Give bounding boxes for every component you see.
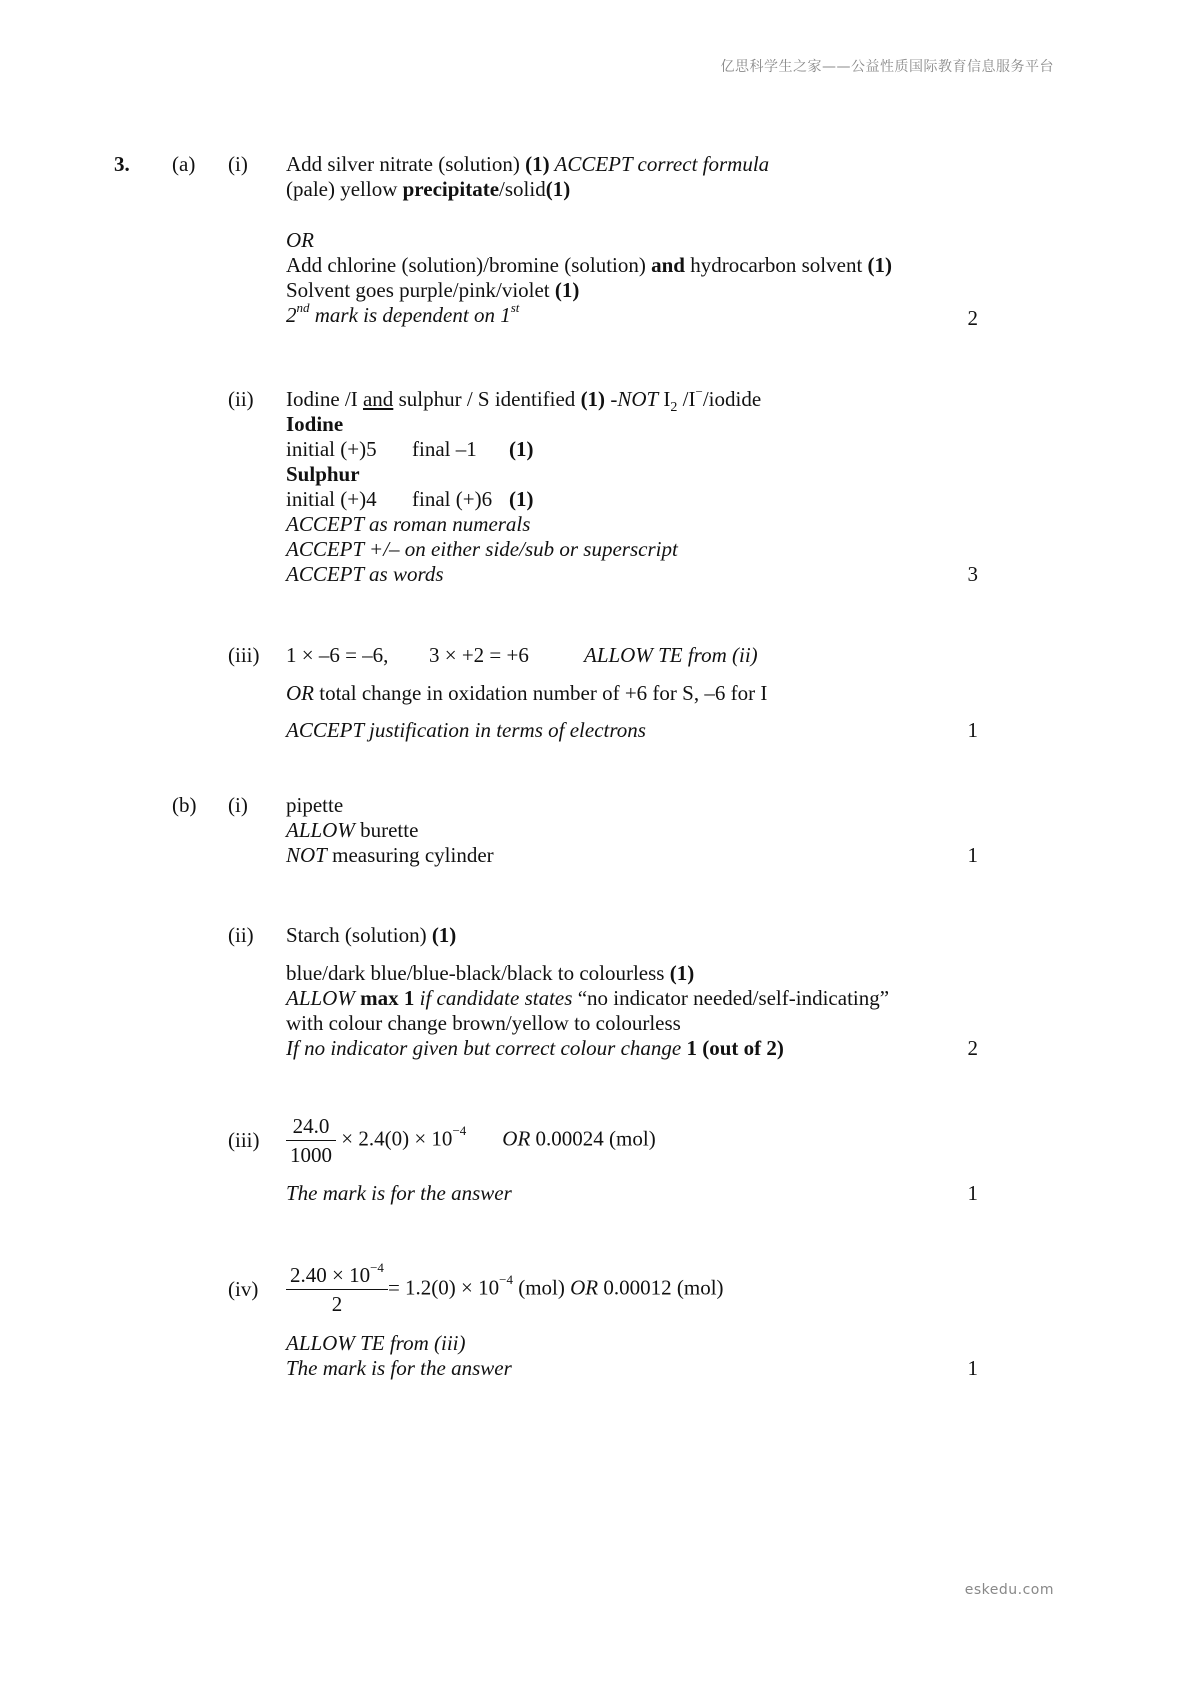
b-iii-note: The mark is for the answer [286,1181,512,1205]
a-iii-label: (iii) [228,643,260,667]
a-iii-calculation: 1 × –6 = –6, 3 × +2 = +6 ALLOW TE from (ii) [286,643,758,667]
page-header: 亿思科学生之家——公益性质国际教育信息服务平台 [720,59,1054,75]
a-iii-alternative: OR total change in oxidation number of +6 for S, –6 for I [286,681,768,705]
question-number: 3. [114,152,130,176]
b-i-marks: 1 [967,843,978,867]
b-iii-marks: 1 [967,1181,978,1205]
b-iv-label: (iv) [228,1277,259,1301]
iodine-oxidation-states: initial (+)5 final –1 (1) [286,437,534,461]
b-ii-marks: 2 [967,1036,978,1060]
a-i-line-5: Solvent goes purple/pink/violet (1) [286,278,580,302]
a-iii-marks: 1 [967,718,978,742]
a-i-or: OR [286,228,314,252]
b-ii-colour-change: blue/dark blue/blue-black/black to colourless (1) ALLOW max 1 if candidate states “no indicator needed/self-indicating” with colour change brown/yellow to colourless If no indicator given but correct colour change 1 (out of 2) [286,961,890,1060]
iodine-heading: Iodine [286,412,344,436]
a-ii-accept-2: ACCEPT +/– on either side/sub or superscript [286,537,678,561]
b-iii-fraction: $\frac{24.0}{1000}$ [286,1112,336,1169]
a-ii-accept-3: ACCEPT as words [286,562,444,586]
a-i-line-4: Add chlorine (solution)/bromine (solution) and hydrocarbon solvent (1) [286,253,893,277]
b-iv-fraction: $\frac{2.40 \times 10^{-4}}{2}$ [286,1261,388,1318]
a-ii-accept-1: ACCEPT as roman numerals [286,512,531,536]
b-iii-label: (iii) [228,1128,260,1152]
b-iv-notes: ALLOW TE from (iii) The mark is for the answer [286,1331,512,1380]
sulphur-heading: Sulphur [286,462,360,486]
a-i-line-2: (pale) yellow precipitate/solid(1) [286,177,571,201]
a-ii-label: (ii) [228,387,254,411]
a-i-marks: 2 [967,306,978,330]
part-b-label: (b) [172,793,197,817]
b-ii-label: (ii) [228,923,254,947]
b-i-answer: pipette ALLOW burette NOT measuring cylinder [286,793,494,867]
a-iii-accept: ACCEPT justification in terms of electrons [286,718,646,742]
b-iv-marks: 1 [967,1356,978,1380]
a-ii-answer [286,384,926,587]
part-a-label: (a) [172,152,196,176]
b-iii-answer: $\frac{24.0}{1000}$ × $2.4(0) \times 10^{-4}$ OR 0.00024 (mol) [286,1112,926,1169]
a-i-line-1: Add silver nitrate (solution) (1) ACCEPT correct formula [286,152,770,176]
a-i-label: (i) [228,152,248,176]
a-i-line-6: 2nd mark is dependent on 1st [286,300,520,327]
page-footer: eskedu.com [964,1582,1054,1598]
a-i-answer [286,152,926,202]
b-i-label: (i) [228,793,248,817]
b-ii-answer: Starch (solution) (1) [286,923,457,947]
a-i-alternative [286,228,926,328]
a-iii-answer [286,643,926,668]
a-ii-line-1: Iodine /I and sulphur / S identified (1) -NOT $I_2$ /I−/iodide [286,384,762,416]
a-ii-marks: 3 [967,562,978,586]
b-iv-answer: $\frac{2.40 \times 10^{-4}}{2}$ = $1.2(0) \times 10^{-4}$ (mol) OR 0.00012 (mol) [286,1261,926,1318]
sulphur-oxidation-states: initial (+)4 final (+)6 (1) [286,487,534,511]
